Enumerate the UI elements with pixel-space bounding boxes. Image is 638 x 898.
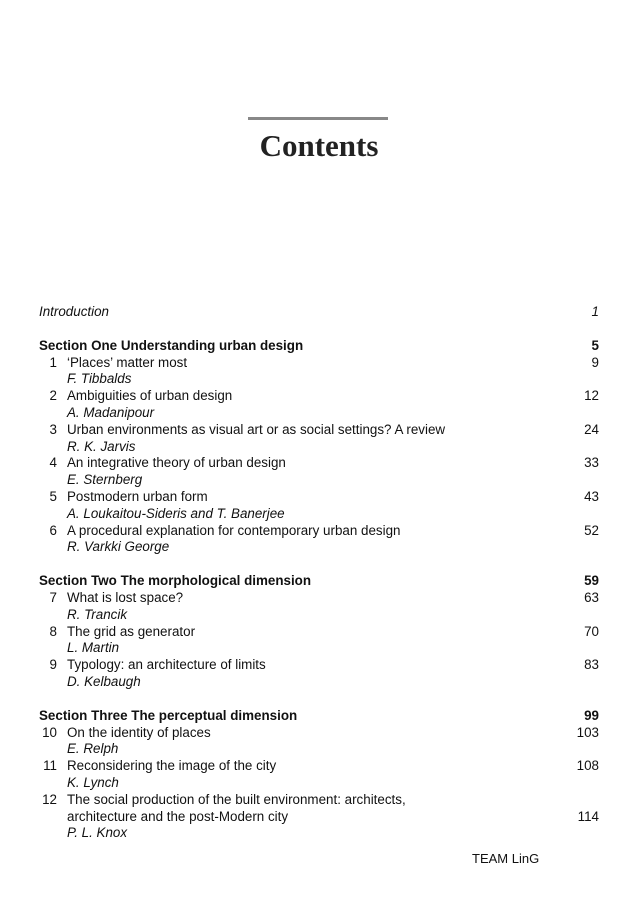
chapter-number: 4: [49, 455, 57, 471]
intro-page: 1: [591, 304, 599, 319]
toc-entry[interactable]: [39, 355, 599, 372]
chapter-author: E. Sternberg: [67, 472, 143, 488]
chapter-number: 8: [49, 623, 57, 639]
section-page: 59: [584, 573, 599, 589]
chapter-number: 10: [42, 724, 57, 740]
toc-entry[interactable]: [39, 590, 599, 607]
chapter-page: 83: [584, 657, 599, 673]
intro-row[interactable]: [39, 304, 599, 321]
chapter-title: What is lost space?: [67, 589, 184, 605]
chapter-number: 6: [49, 522, 57, 538]
chapter-title: On the identity of places: [67, 724, 211, 740]
chapter-number: 9: [49, 657, 57, 673]
chapter-page: 103: [576, 724, 599, 740]
chapter-title: Postmodern urban form: [67, 488, 208, 504]
toc-entry[interactable]: [39, 624, 599, 641]
chapter-page: 70: [584, 623, 599, 639]
section-page: 99: [584, 707, 599, 723]
title-rule: [248, 117, 388, 120]
chapter-title: Urban environments as visual art or as social settings? A review: [67, 421, 446, 437]
toc-entry[interactable]: [39, 422, 599, 439]
chapter-page: 33: [584, 455, 599, 471]
chapter-title: Reconsidering the image of the city: [67, 758, 277, 774]
footer-watermark: TEAM LinG: [472, 851, 540, 866]
chapter-page: 63: [584, 589, 599, 605]
chapter-title: An integrative theory of urban design: [67, 455, 286, 471]
chapter-title: A procedural explanation for contemporary urban design: [67, 522, 401, 538]
chapter-number: 12: [42, 791, 57, 807]
toc-entry[interactable]: [39, 523, 599, 540]
chapter-title: Ambiguities of urban design: [67, 388, 233, 404]
section-heading[interactable]: [39, 338, 599, 355]
chapter-title: The grid as generator: [67, 623, 196, 639]
chapter-author: D. Kelbaugh: [67, 673, 141, 689]
chapter-author: L. Martin: [67, 640, 120, 656]
chapter-title-continued: architecture and the post-Modern city: [67, 808, 289, 824]
chapter-author: R. Trancik: [67, 606, 128, 622]
chapter-page: 24: [584, 421, 599, 437]
chapter-author: R. Varkki George: [67, 539, 170, 555]
section-heading[interactable]: [39, 573, 599, 590]
chapter-page: 12: [584, 388, 599, 404]
page-title: Contents: [259, 128, 379, 163]
toc-entry[interactable]: [39, 792, 599, 809]
section-page: 5: [591, 337, 599, 353]
chapter-number: 1: [49, 354, 57, 370]
chapter-number: 11: [43, 758, 57, 774]
chapter-author: A. Madanipour: [67, 404, 155, 420]
chapter-title: ‘Places’ matter most: [67, 354, 188, 370]
chapter-author: F. Tibbalds: [67, 371, 132, 387]
toc-entry[interactable]: [39, 388, 599, 405]
section-heading[interactable]: [39, 708, 599, 725]
chapter-number: 2: [49, 388, 57, 404]
chapter-author: P. L. Knox: [67, 825, 128, 841]
table-of-contents: [39, 304, 599, 842]
toc-entry[interactable]: [39, 758, 599, 775]
chapter-author: K. Lynch: [67, 774, 119, 790]
chapter-title: The social production of the built environment: architects,: [67, 791, 406, 807]
toc-entry-continued[interactable]: [39, 809, 599, 826]
chapter-page: 52: [584, 522, 599, 538]
chapter-title: Typology: an architecture of limits: [67, 657, 266, 673]
chapter-page: 9: [591, 354, 599, 370]
toc-entry[interactable]: [39, 489, 599, 506]
section-title: Section Two The morphological dimension: [39, 573, 312, 589]
toc-entry[interactable]: [39, 455, 599, 472]
intro-label: Introduction: [39, 304, 109, 319]
chapter-author: E. Relph: [67, 741, 119, 757]
chapter-number: 7: [49, 589, 57, 605]
chapter-author: R. K. Jarvis: [67, 438, 136, 454]
chapter-number: 5: [49, 488, 57, 504]
chapter-page: 43: [584, 488, 599, 504]
toc-entry[interactable]: [39, 657, 599, 674]
toc-entry[interactable]: [39, 725, 599, 742]
chapter-author: A. Loukaitou-Sideris and T. Banerjee: [67, 505, 285, 521]
chapter-page: 108: [576, 758, 599, 774]
section-title: Section Three The perceptual dimension: [39, 707, 298, 723]
section-title: Section One Understanding urban design: [39, 337, 304, 353]
chapter-number: 3: [49, 421, 57, 437]
chapter-page: 114: [577, 808, 599, 824]
